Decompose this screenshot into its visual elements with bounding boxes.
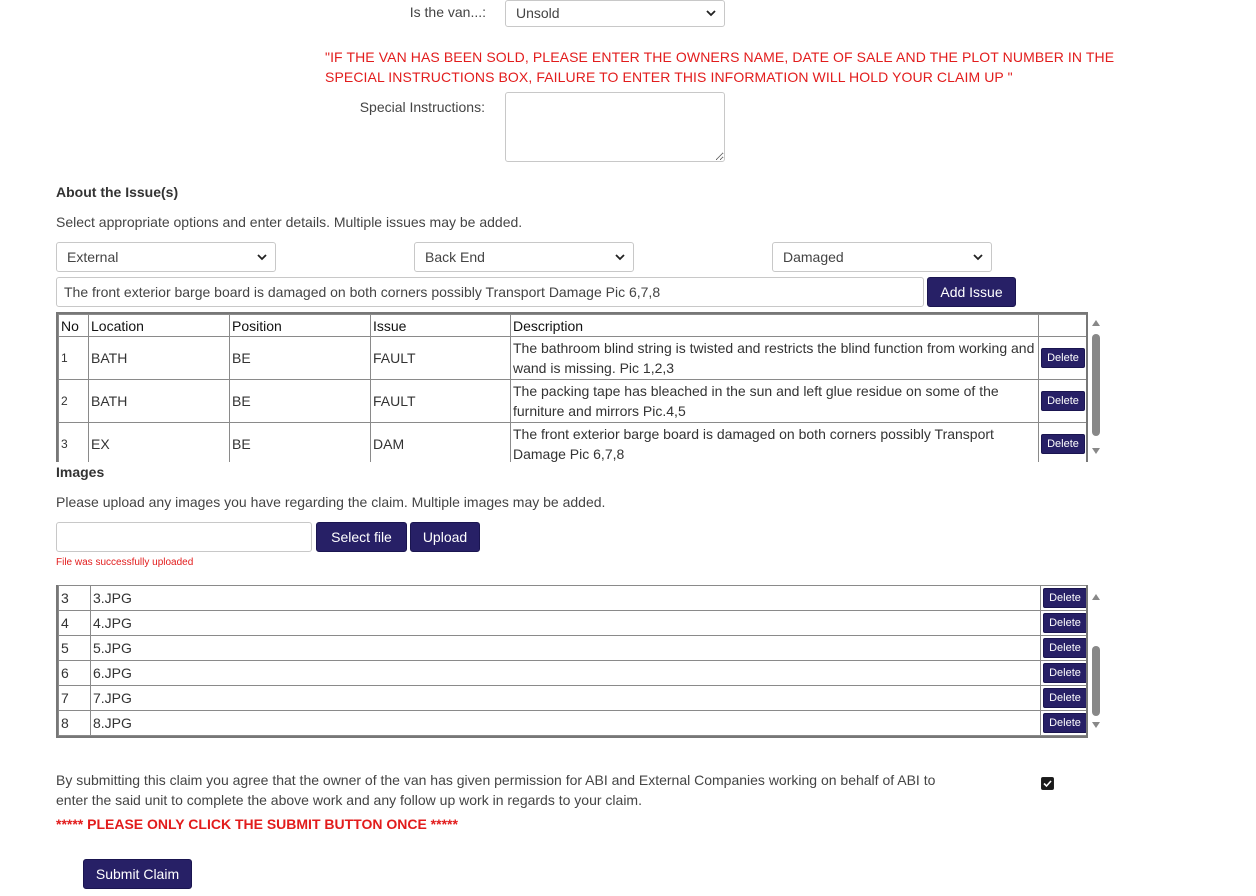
images-table [56,585,1088,738]
issues-scrollbar[interactable] [1089,316,1103,458]
van-status-value: Unsold [516,5,560,21]
consent-line1: By submitting this claim you agree that the owner of the van has given permission for ABI and External Companies working on behalf of ABI to [56,772,936,788]
image-filename: 5.JPG [91,636,1041,661]
image-filename: 3.JPG [91,586,1041,611]
col-description: Description [511,315,1039,337]
images-section-title: Images [56,464,105,480]
issues-instructions: Select appropriate options and enter details. Multiple issues may be added. [56,214,523,230]
sold-warning-line1: "IF THE VAN HAS BEEN SOLD, PLEASE ENTER THE OWNERS NAME, DATE OF SALE AND THE PLOT NUMBER IN THE [325,49,1115,65]
image-no: 8 [59,711,91,736]
images-scrollbar[interactable] [1089,590,1103,734]
issue-position-value: Back End [425,249,485,265]
row-location: EX [89,423,230,463]
select-file-button[interactable]: Select file [316,522,407,552]
delete-image-button[interactable]: Delete [1043,588,1087,608]
table-row [59,337,1087,380]
consent-checkbox[interactable] [1041,777,1054,790]
row-position: BE [230,423,371,463]
image-no: 6 [59,661,91,686]
consent-text [56,770,1016,810]
delete-image-button[interactable]: Delete [1043,663,1087,683]
issue-description-value: The front exterior barge board is damaged on both corners possibly Transport Damage Pic 6,7,8 [64,284,661,300]
add-issue-button[interactable]: Add Issue [927,277,1016,307]
row-position: BE [230,337,371,380]
delete-image-button[interactable]: Delete [1043,638,1087,658]
issue-type-value: Damaged [783,249,844,265]
row-description: The bathroom blind string is twisted and restricts the blind function from working and wand is missing. Pic 1,2,3 [511,337,1039,380]
chevron-down-icon [973,252,983,262]
issue-position-select[interactable] [414,242,634,272]
issue-location-value: External [67,249,119,265]
row-location: BATH [89,337,230,380]
delete-issue-button[interactable]: Delete [1041,348,1085,368]
van-status-label: Is the van...: [409,4,486,20]
scroll-thumb[interactable] [1092,334,1100,436]
scroll-down-icon[interactable] [1092,448,1100,454]
table-row [59,711,1089,736]
image-no: 7 [59,686,91,711]
col-issue: Issue [371,315,511,337]
image-filename: 4.JPG [91,611,1041,636]
issues-table-header [59,315,1087,337]
delete-image-button[interactable]: Delete [1043,713,1087,733]
table-row [59,380,1087,423]
issue-description-input[interactable] [56,277,924,307]
scroll-up-icon[interactable] [1092,594,1100,600]
issues-section-title: About the Issue(s) [56,184,179,200]
row-no: 2 [59,380,89,423]
delete-issue-button[interactable]: Delete [1041,391,1085,411]
table-row [59,611,1089,636]
image-filename: 6.JPG [91,661,1041,686]
issues-table [56,312,1088,462]
sold-warning [325,47,1115,87]
delete-issue-button[interactable]: Delete [1041,434,1085,454]
image-filename: 8.JPG [91,711,1041,736]
table-row [59,423,1087,463]
table-row [59,661,1089,686]
image-no: 4 [59,611,91,636]
table-row [59,636,1089,661]
image-no: 5 [59,636,91,661]
row-no: 3 [59,423,89,463]
images-instructions: Please upload any images you have regarding the claim. Multiple images may be added. [56,494,606,510]
col-no: No [59,315,89,337]
van-status-select[interactable] [505,0,725,27]
scroll-down-icon[interactable] [1092,722,1100,728]
delete-image-button[interactable]: Delete [1043,688,1087,708]
row-no: 1 [59,337,89,380]
image-no: 3 [59,586,91,611]
row-description: The packing tape has bleached in the sun and left glue residue on some of the furniture and mirrors Pic.4,5 [511,380,1039,423]
issue-type-select[interactable] [772,242,992,272]
chevron-down-icon [257,252,267,262]
checkmark-icon [1042,778,1053,789]
row-issue: FAULT [371,380,511,423]
upload-button[interactable]: Upload [410,522,480,552]
row-position: BE [230,380,371,423]
col-location: Location [89,315,230,337]
row-description: The front exterior barge board is damaged on both corners possibly Transport Damage Pic 6,7,8 [511,423,1039,463]
chevron-down-icon [615,252,625,262]
image-filename: 7.JPG [91,686,1041,711]
scroll-thumb[interactable] [1092,646,1100,716]
row-issue: FAULT [371,337,511,380]
delete-image-button[interactable]: Delete [1043,613,1087,633]
chevron-down-icon [706,8,716,18]
row-location: BATH [89,380,230,423]
submit-once-notice: ***** PLEASE ONLY CLICK THE SUBMIT BUTTON ONCE ***** [56,816,458,832]
scroll-up-icon[interactable] [1092,320,1100,326]
sold-warning-line2: SPECIAL INSTRUCTIONS BOX, FAILURE TO ENTER THIS INFORMATION WILL HOLD YOUR CLAIM UP " [325,69,1013,85]
col-position: Position [230,315,371,337]
row-issue: DAM [371,423,511,463]
table-row [59,686,1089,711]
table-row [59,586,1089,611]
issue-location-select[interactable] [56,242,276,272]
special-instructions-label: Special Instructions: [359,99,485,115]
upload-status: File was successfully uploaded [56,557,194,568]
submit-claim-button[interactable]: Submit Claim [83,859,192,889]
consent-line2: enter the said unit to complete the above work and any follow up work in regards to your claim. [56,792,642,808]
special-instructions-input[interactable] [505,92,725,162]
file-input[interactable] [56,522,312,552]
